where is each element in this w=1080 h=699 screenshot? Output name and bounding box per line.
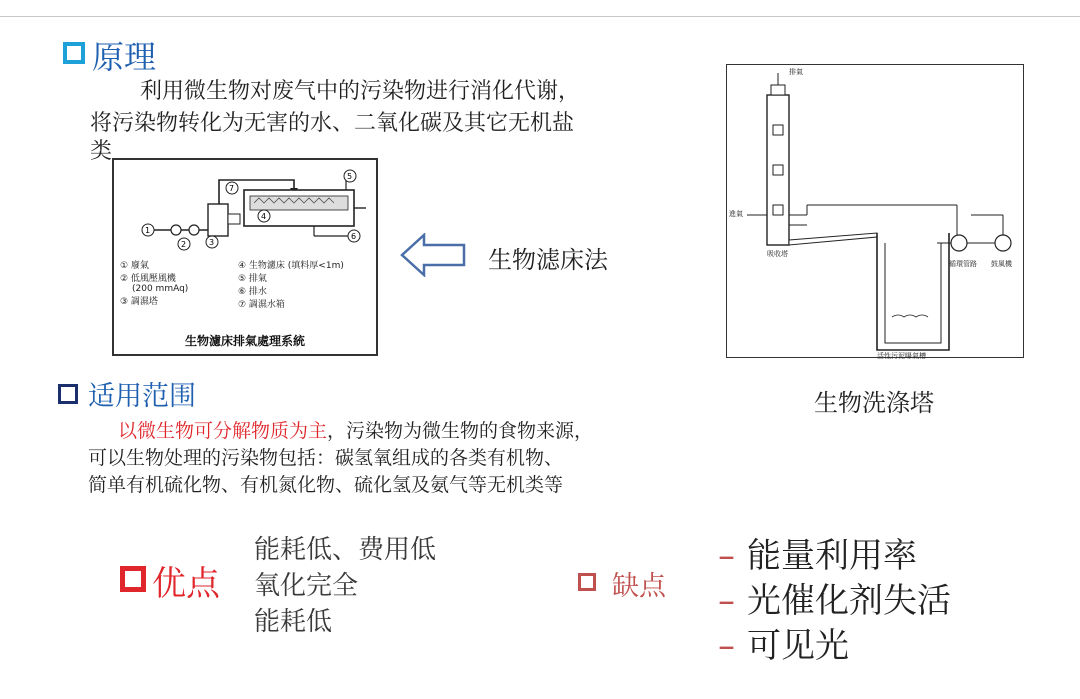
scrubber-label: 活性污泥曝氣槽: [877, 352, 926, 360]
scope-text: [88, 418, 748, 499]
biofilter-legend: [120, 258, 372, 310]
legend-item: ⑤ 排氣: [238, 274, 267, 284]
scrubber-label: 排氣: [789, 68, 803, 76]
cons-item-label: 可见光: [747, 626, 849, 666]
biofilter-method-label: 生物滤床法: [488, 246, 608, 274]
legend-item: (200 mmAq): [132, 284, 189, 294]
pros-item: 能耗低、费用低: [254, 535, 437, 565]
top-divider: [0, 16, 1080, 17]
svg-text:7: 7: [229, 184, 235, 193]
svg-text:3: 3: [209, 238, 215, 247]
principle-heading: 原理: [92, 38, 157, 76]
legend-item: ④ 生物濾床 (填料厚<1m): [238, 261, 344, 271]
dash-icon: –: [718, 626, 735, 666]
cons-item: [718, 579, 951, 624]
scope-highlight: 以微生物可分解物质为主: [118, 420, 328, 442]
svg-text:2: 2: [181, 240, 187, 249]
principle-line-3: 类: [90, 139, 113, 164]
svg-text:1: 1: [145, 226, 151, 235]
pros-heading: 优点: [152, 564, 220, 604]
scope-line-3: 简单有机硫化物、有机氮化物、硫化氢及氨气等无机类等: [88, 474, 564, 496]
legend-item: ③ 調濕塔: [120, 297, 158, 307]
cons-heading: 缺点: [612, 571, 666, 602]
cons-item: [718, 534, 951, 579]
cons-bullet-icon: [578, 573, 596, 591]
legend-item: ⑥ 排水: [238, 287, 267, 297]
legend-item: ⑦ 調濕水箱: [238, 300, 285, 310]
legend-item: ① 廢氣: [120, 261, 149, 271]
scrubber-label: 進氣: [729, 210, 743, 218]
scope-line-2: 可以生物处理的污染物包括：碳氢氧组成的各类有机物、: [88, 447, 564, 469]
principle-text: [90, 76, 710, 168]
pros-list: [254, 532, 436, 640]
cons-item-label: 能量利用率: [747, 536, 917, 576]
scope-line-1-rest: ，污染物为微生物的食物来源，: [327, 420, 594, 442]
legend-item: ② 低風壓風機: [120, 274, 176, 284]
scope-bullet-icon: [58, 384, 78, 404]
svg-text:6: 6: [351, 232, 357, 241]
pros-bullet-icon: [120, 566, 146, 592]
cons-item-label: 光催化剂失活: [747, 581, 951, 621]
principle-line-2: 将污染物转化为无害的水、二氧化碳及其它无机盐: [90, 111, 575, 136]
scrubber-diagram: [726, 64, 1024, 358]
scrubber-label: 吸收塔: [767, 250, 788, 258]
dash-icon: –: [718, 581, 735, 621]
scrubber-label: 循環管路: [949, 260, 977, 268]
svg-text:4: 4: [261, 212, 267, 221]
scope-line-1: [88, 418, 748, 445]
scrubber-schematic: [727, 65, 1022, 355]
pros-item: 氧化完全: [254, 571, 359, 601]
scope-heading: 适用范围: [88, 381, 196, 412]
biofilter-diagram: [112, 158, 378, 356]
biofilter-caption: 生物濾床排氣處理系統: [184, 334, 305, 348]
left-arrow-icon: [400, 233, 466, 277]
principle-line-1: 利用微生物对废气中的污染物进行消化代谢，: [140, 79, 581, 104]
cons-item: [718, 624, 951, 669]
scrubber-caption: 生物洗涤塔: [814, 389, 934, 417]
principle-bullet-icon: [63, 42, 85, 64]
scrubber-label: 鼓風機: [991, 260, 1012, 268]
dash-icon: –: [718, 536, 735, 576]
pros-item: 能耗低: [254, 607, 333, 637]
svg-text:5: 5: [347, 172, 353, 181]
cons-list: [718, 534, 951, 669]
